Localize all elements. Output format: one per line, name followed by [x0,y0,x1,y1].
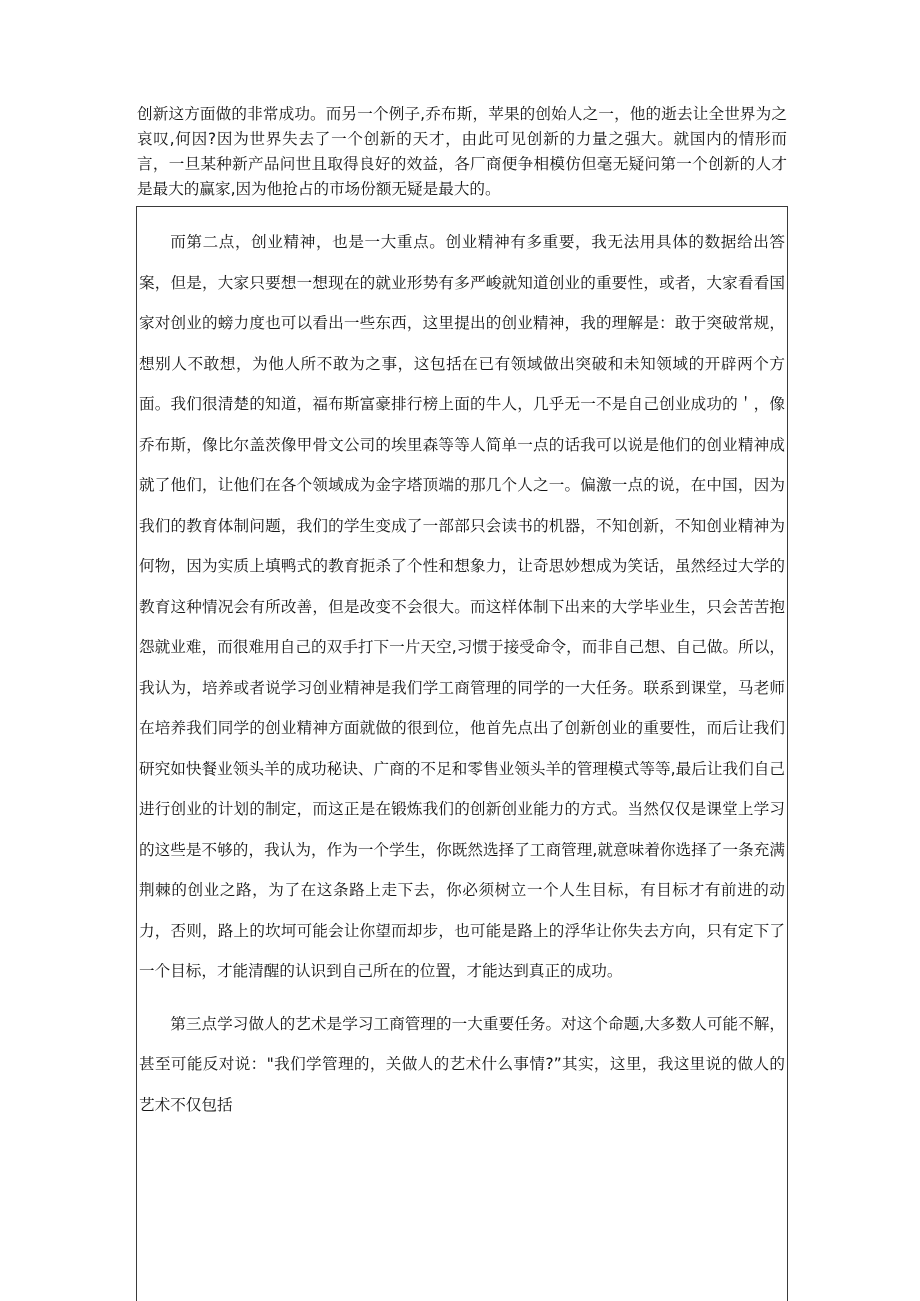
bordered-text-box [136,206,788,1301]
intro-paragraph: 创新这方面做的非常成功。而另一个例子,乔布斯，苹果的创始人之一，他的逝去让全世界为之哀叹,何因?因为世界失去了一个创新的天才，由此可见创新的力量之强大。就国内的情形而言，一旦某种新产品问世且取得良好的效益，各厂商便争相模仿但毫无疑问第一个创新的人才是最大的赢家,因为他抢占的市场份额无疑是最大的。 [137,105,787,198]
paragraph-entrepreneurial-spirit: 而第二点，创业精神，也是一大重点。创业精神有多重要，我无法用具体的数据给出答案，但是，大家只要想一想现在的就业形势有多严峻就知道创业的重要性，或者，大家看看国家对创业的螃力度也可以看出一些东西，这里提出的创业精神，我的理解是：敢于突破常规，想别人不敢想，为他人所不敢为之事，这包括在已有领域做出突破和未知领域的开辟两个方面。我们很清楚的知道，福布斯富豪排行榜上面的牛人，几乎无一不是自己创业成功的＇，像乔布斯，像比尔盖茨像甲骨文公司的埃里森等等人简单一点的话我可以说是他们的创业精神成就了他们，让他们在各个领域成为金字塔顶端的那几个人之一。偏激一点的说，在中国，因为我们的教育体制问题，我们的学生变成了一部部只会读书的机器，不知创新，不知创业精神为何物，因为实质上填鸭式的教育扼杀了个性和想象力，让奇思妙想成为笑话，虽然经过大学的教育这种情况会有所改善，但是改变不会很大。而这样体制下出来的大学毕业生，只会苦苦抱怨就业难，而很难用自己的双手打下一片天空,习惯于接受命令，而非自己想、自己做。所以，我认为，培养或者说学习创业精神是我们学工商管理的同学的一大任务。联系到课堂，马老师在培养我们同学的创业精神方面就做的很到位，他首先点出了创新创业的重要性，而后让我们研究如快餐业领头羊的成功秘诀、广商的不足和零售业领头羊的管理模式等等,最后让我们自己进行创业的计划的制定，而这正是在锻炼我们的创新创业能力的方式。当然仅仅是课堂上学习的这些是不够的，我认为，作为一个学生，你既然选择了工商管理,就意味着你选择了一条充满荆棘的创业之路，为了在这条路上走下去，你必须树立一个人生目标，有目标才有前进的动力，否则，路上的坎坷可能会让你望而却步，也可能是路上的浮华让你失去方向，只有定下了一个目标，才能清醒的认识到自己所在的位置，才能达到真正的成功。 [139,233,785,980]
paragraph-art-of-conduct: 第三点学习做人的艺术是学习工商管理的一大重要任务。对这个命题,大多数人可能不解，甚至可能反对说："我们学管理的，关做人的艺术什么事情?”其实，这里，我这里说的做人的艺术不仅包括 [139,1014,785,1114]
